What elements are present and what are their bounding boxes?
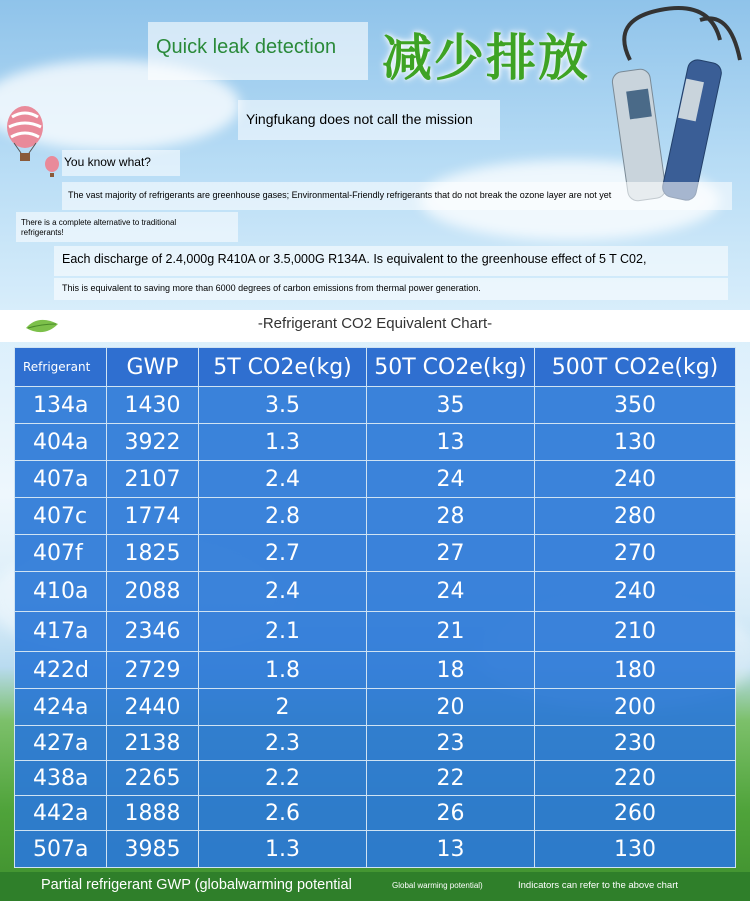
discharge-panel — [54, 246, 728, 276]
quick-leak-title: Quick leak detection — [156, 36, 337, 58]
table-row — [15, 689, 736, 726]
table-cell: 270 — [535, 535, 736, 572]
table-cell: 3985 — [107, 831, 199, 868]
table-cell: 410a — [15, 572, 107, 612]
co2-equivalent-table — [14, 347, 736, 868]
table-cell: 1888 — [107, 796, 199, 831]
table-cell: 2.8 — [199, 498, 367, 535]
complete-alternative-panel — [16, 212, 238, 242]
table-row — [15, 761, 736, 796]
table-cell: 130 — [535, 424, 736, 461]
table-row — [15, 424, 736, 461]
mission-panel — [238, 100, 500, 140]
table-cell: 200 — [535, 689, 736, 726]
table-row — [15, 796, 736, 831]
complete-alternative-text: There is a complete alternative to traditional refrigerants! — [21, 218, 177, 237]
table-cell: 24 — [367, 461, 535, 498]
table-row — [15, 535, 736, 572]
you-know-text: You know what? — [64, 155, 151, 169]
table-cell: 20 — [367, 689, 535, 726]
table-cell: 13 — [367, 424, 535, 461]
table-cell: 407c — [15, 498, 107, 535]
table-cell: 134a — [15, 387, 107, 424]
table-row — [15, 612, 736, 652]
leak-detector-device-icon — [600, 0, 750, 210]
table-row — [15, 726, 736, 761]
footer-small-text: Global warming potential) — [392, 881, 483, 890]
table-cell: 442a — [15, 796, 107, 831]
footer-right-text: Indicators can refer to the above chart — [518, 880, 679, 891]
chart-title-strip — [0, 310, 750, 342]
table-cell: 26 — [367, 796, 535, 831]
table-cell: 350 — [535, 387, 736, 424]
table-cell: 407a — [15, 461, 107, 498]
saving-text: This is equivalent to saving more than 6000 degrees of carbon emissions from thermal power generation. — [62, 283, 481, 293]
column-header: Refrigerant — [15, 348, 107, 387]
table-cell: 3.5 — [199, 387, 367, 424]
reduce-emissions-title: 减少排放 — [382, 29, 590, 87]
table-cell: 2.4 — [199, 572, 367, 612]
table-cell: 1.3 — [199, 831, 367, 868]
table-row — [15, 572, 736, 612]
table-cell: 2088 — [107, 572, 199, 612]
table-cell: 280 — [535, 498, 736, 535]
table-cell: 427a — [15, 726, 107, 761]
table-cell: 2.7 — [199, 535, 367, 572]
table-cell: 1430 — [107, 387, 199, 424]
table-cell: 2.6 — [199, 796, 367, 831]
column-header: 5T CO2e(kg) — [199, 348, 367, 387]
table-cell: 27 — [367, 535, 535, 572]
small-balloon-icon — [44, 156, 60, 178]
table-cell: 2346 — [107, 612, 199, 652]
table-row — [15, 387, 736, 424]
table-cell: 507a — [15, 831, 107, 868]
table-cell: 2.4 — [199, 461, 367, 498]
table-row — [15, 652, 736, 689]
footer-bar — [0, 872, 750, 901]
chart-title: -Refrigerant CO2 Equivalent Chart- — [257, 315, 493, 332]
table-cell: 1774 — [107, 498, 199, 535]
table-row — [15, 498, 736, 535]
table-cell: 28 — [367, 498, 535, 535]
vast-majority-text: The vast majority of refrigerants are greenhouse gases; Environmental-Friendly refrigerants that do not break the ozone layer are not yet — [68, 190, 612, 200]
table-cell: 2729 — [107, 652, 199, 689]
hot-air-balloon-icon — [4, 105, 46, 165]
column-header: 50T CO2e(kg) — [367, 348, 535, 387]
table-cell: 2265 — [107, 761, 199, 796]
column-header: 500T CO2e(kg) — [535, 348, 736, 387]
table-cell: 21 — [367, 612, 535, 652]
table-cell: 407f — [15, 535, 107, 572]
table-cell: 18 — [367, 652, 535, 689]
table-cell: 2 — [199, 689, 367, 726]
table-row — [15, 461, 736, 498]
table-cell: 422d — [15, 652, 107, 689]
table-cell: 1825 — [107, 535, 199, 572]
discharge-text: Each discharge of 2.4,000g R410A or 3.5,000G R134A. Is equivalent to the greenhouse effect of 5 T C02, — [62, 252, 647, 266]
table-cell: 424a — [15, 689, 107, 726]
table-cell: 2.3 — [199, 726, 367, 761]
table-cell: 2.2 — [199, 761, 367, 796]
saving-panel — [54, 278, 728, 300]
quick-leak-title-panel — [148, 22, 368, 80]
table-cell: 2138 — [107, 726, 199, 761]
table-cell: 260 — [535, 796, 736, 831]
footer-main-text: Partial refrigerant GWP (globalwarming potential — [41, 877, 352, 893]
table-cell: 1.8 — [199, 652, 367, 689]
table-cell: 3922 — [107, 424, 199, 461]
table-cell: 210 — [535, 612, 736, 652]
table-cell: 35 — [367, 387, 535, 424]
table-header-row — [15, 348, 736, 387]
mission-text: Yingfukang does not call the mission — [246, 111, 473, 127]
table-cell: 220 — [535, 761, 736, 796]
vast-majority-panel — [62, 182, 732, 210]
table-cell: 23 — [367, 726, 535, 761]
column-header: GWP — [107, 348, 199, 387]
table-row — [15, 831, 736, 868]
you-know-panel — [62, 150, 180, 176]
table-cell: 230 — [535, 726, 736, 761]
table-cell: 13 — [367, 831, 535, 868]
table-cell: 438a — [15, 761, 107, 796]
table-cell: 180 — [535, 652, 736, 689]
table-cell: 2440 — [107, 689, 199, 726]
table-cell: 1.3 — [199, 424, 367, 461]
table-cell: 417a — [15, 612, 107, 652]
table-cell: 24 — [367, 572, 535, 612]
table-cell: 2.1 — [199, 612, 367, 652]
table-cell: 240 — [535, 461, 736, 498]
leaf-icon — [24, 316, 60, 336]
table-cell: 130 — [535, 831, 736, 868]
table-cell: 22 — [367, 761, 535, 796]
table-cell: 240 — [535, 572, 736, 612]
table-cell: 404a — [15, 424, 107, 461]
table-cell: 2107 — [107, 461, 199, 498]
